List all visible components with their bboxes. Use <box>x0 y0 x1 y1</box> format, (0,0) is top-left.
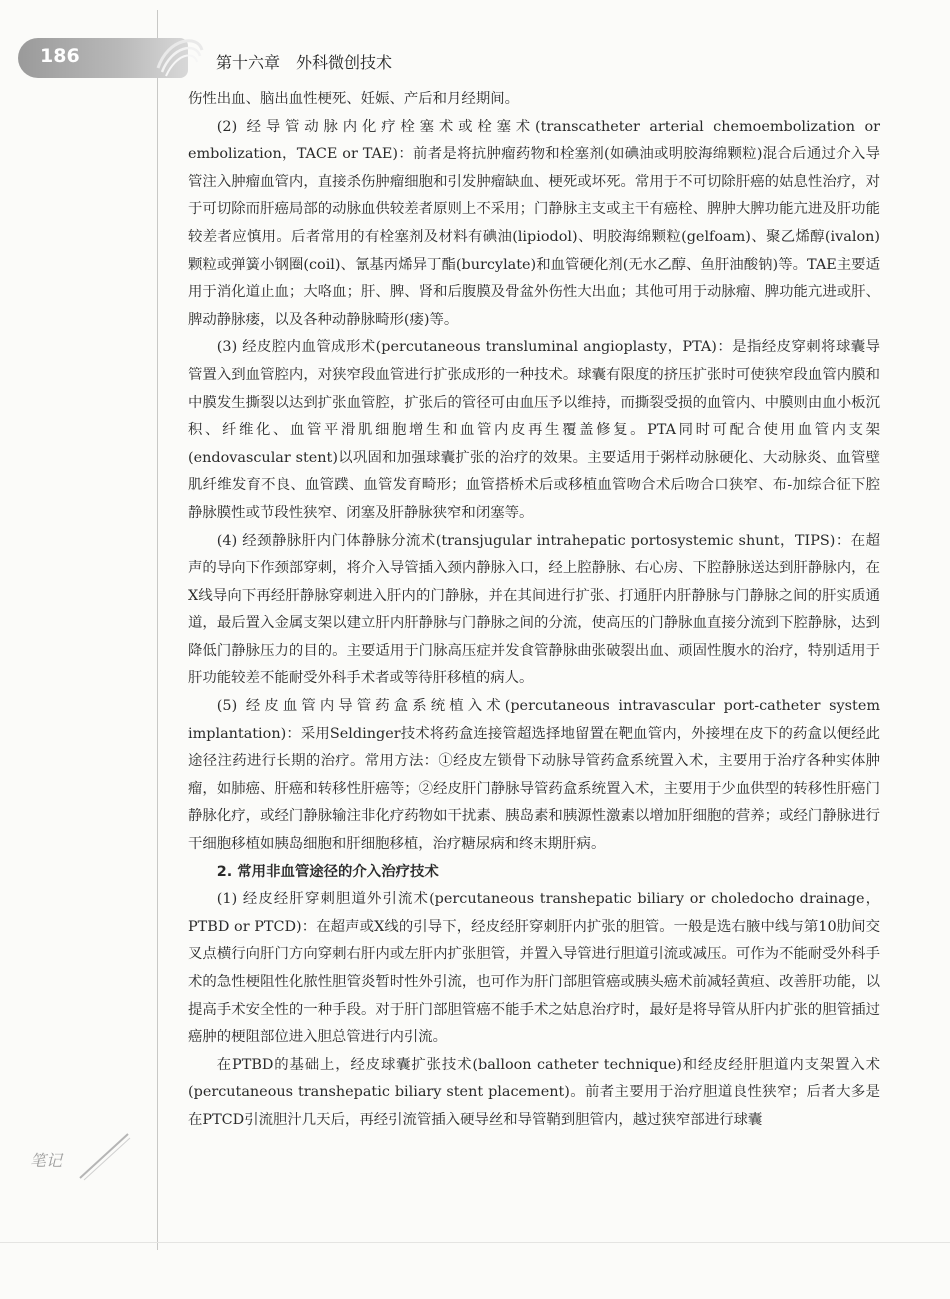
swirl-logo-icon <box>150 28 210 84</box>
paragraph-ptbd: (1) 经皮经肝穿刺胆道外引流术(percutaneous transhepatic biliary or choledocho drainage，PTBD or PTCD)：在超声或X线的引导下，经皮经肝穿刺肝内扩张的胆管。一般是选右腋中线与第10肋间交叉点横行向肝门方向穿刺右肝内或左肝内扩张胆管，并置入导管进行胆道引流或减压。可作为不能耐受外科手术的急性梗阻性化脓性胆管炎暂时性外引流，也可作为肝门部胆管癌或胰头癌术前减轻黄疸、改善肝功能，以提高手术安全性的一种手段。对于肝门部胆管癌不能手术之姑息治疗时，最好是将导管从肝内扩张的胆管插过癌肿的梗阻部位进入胆总管进行内引流。 <box>188 891 880 1046</box>
paragraph-stent: 在PTBD的基础上，经皮球囊扩张技术(balloon catheter technique)和经皮经肝胆道内支架置入术(percutaneous transhepatic biliary stent placement)。前者主要用于治疗胆道良性狭窄；后者大多是在PTCD引流胆汁几天后，再经引流管插入硬导丝和导管鞘到胆管内，越过狭窄部进行球囊 <box>188 1056 880 1128</box>
paragraph-pta: (3) 经皮腔内血管成形术(percutaneous transluminal angioplasty，PTA)：是指经皮穿刺将球囊导管置入到血管腔内，对狭窄段血管进行扩张成形的一种技术。球囊有限度的挤压扩张时可使狭窄段血管内膜和中膜发生撕裂以达到扩张血管腔，扩张后的管径可由血压予以维持，而撕裂受损的血管内、中膜则由血小板沉积、纤维化、血管平滑肌细胞增生和血管内皮再生覆盖修复。PTA同时可配合使用血管内支架(endovascular stent)以巩固和加强球囊扩张的治疗的效果。主要适用于粥样动脉硬化、大动脉炎、血管壁肌纤维发育不良、血管蹼、血管发育畸形；血管搭桥术后或移植血管吻合术后吻合口狭窄、布-加综合征下腔静脉膜性或节段性狭窄、闭塞及肝静脉狭窄和闭塞等。 <box>188 339 880 521</box>
section-subheading: 2. 常用非血管途径的介入治疗技术 <box>216 863 439 880</box>
paragraph-tips: (4) 经颈静脉肝内门体静脉分流术(transjugular intrahepatic portosystemic shunt，TIPS)：在超声的导向下作颈部穿刺，将介入导管插入颈内静脉入口，经上腔静脉、右心房、下腔静脉送达到肝静脉内，在X线导向下再经肝静脉穿刺进入肝内的门静脉，并在其间进行扩张、打通肝内肝静脉与门静脉之间的肝实质通道，最后置入金属支架以建立肝内肝静脉与门静脉之间的分流，使高压的门静脉血直接分流到下腔静脉，达到降低门静脉压力的目的。主要适用于门脉高压症并发食管静脉曲张破裂出血、顽固性腹水的治疗，特别适用于肝功能较差不能耐受外科手术者或等待肝移植的病人。 <box>188 532 880 687</box>
article-body <box>188 86 880 1135</box>
chapter-header: 第十六章 外科微创技术 <box>216 53 393 72</box>
margin-rule <box>157 10 158 1250</box>
bottom-rule <box>0 1242 950 1243</box>
page-number: 186 <box>40 45 80 67</box>
notes-label: 笔记 <box>30 1151 63 1170</box>
paragraph-port-catheter: (5) 经皮血管内导管药盒系统植入术(percutaneous intravascular port-catheter system implantation)：采用Seldinger技术将药盒连接管超选择地留置在靶血管内，外接埋在皮下的药盒以便经此途径注药进行长期的治疗。常用方法：①经皮左锁骨下动脉导管药盒系统置入术，主要用于治疗各种实体肿瘤，如肺癌、肝癌和转移性肝癌等；②经皮肝门静脉导管药盒系统置入术，主要用于少血供型的转移性肝癌门静脉化疗，或经门静脉输注非化疗药物如干扰素、胰岛素和胰源性激素以增加肝细胞的营养；或经门静脉进行干细胞移植如胰岛细胞和肝细胞移植，治疗糖尿病和终末期肝病。 <box>188 698 880 853</box>
paragraph-tace: (2) 经导管动脉内化疗栓塞术或栓塞术(transcatheter arterial chemoembolization or embolization，TACE or TAE)：前者是将抗肿瘤药物和栓塞剂(如碘油或明胶海绵颗粒)混合后通过介入导管注入肿瘤血管内，直接杀伤肿瘤细胞和引发肿瘤缺血、梗死或坏死。常用于不可切除肝癌的姑息性治疗，对于可切除而肝癌局部的动脉血供较差者原则上不采用；门静脉主支或主干有癌栓、脾肿大脾功能亢进及肝功能较差者应慎用。后者常用的有栓塞剂及材料有碘油(lipiodol)、明胶海绵颗粒(gelfoam)、聚乙烯醇(ivalon)颗粒或弹簧小钢圈(coil)、氰基丙烯异丁酯(burcylate)和血管硬化剂(无水乙醇、鱼肝油酸钠)等。TAE主要适用于消化道止血；大咯血；肝、脾、肾和后腹膜及骨盆外伤性大出血；其他可用于动脉瘤、脾功能亢进或肝、脾动静脉瘘，以及各种动静脉畸形(瘘)等。 <box>188 118 880 328</box>
paragraph-continuation: 伤性出血、脑出血性梗死、妊娠、产后和月经期间。 <box>188 91 519 107</box>
